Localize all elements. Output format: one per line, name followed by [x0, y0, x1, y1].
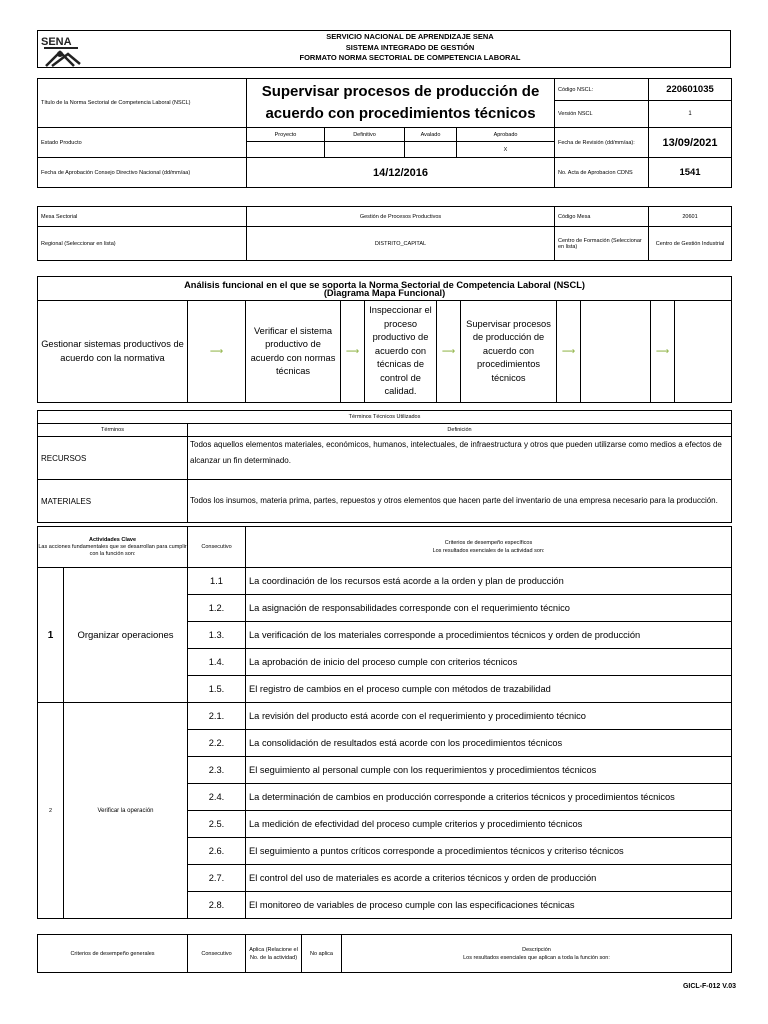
criterio-text: El seguimiento a puntos críticos corresponde a procedimientos técnicos y criteriso técnicos — [246, 838, 732, 865]
criterio-text: El seguimiento al personal cumple con los requerimientos y procedimientos técnicos — [246, 757, 732, 784]
version-label: Versión NSCL — [555, 101, 649, 128]
terminos-col-definicion: Definición — [188, 424, 732, 437]
logo-text: SENA — [41, 36, 72, 48]
mapa-step-4: Supervisar procesos de producción de acuerdo con procedimientos técnicos — [461, 301, 557, 403]
criterio-text: La medición de efectividad del proceso cumple criterios y procedimiento técnicos — [246, 811, 732, 838]
estado-proyecto: Proyecto — [247, 128, 325, 142]
mapa-arrow-icon: ⟶ — [437, 301, 461, 403]
criterio-num: 2.2. — [188, 730, 246, 757]
criterio-text: La determinación de cambios en producción corresponde a criterios técnicos y procedimientos técnicos — [246, 784, 732, 811]
mapa-step-2: Verificar el sistema productivo de acuerdo con normas técnicas — [246, 301, 341, 403]
header-line-2: SISTEMA INTEGRADO DE GESTIÓN — [345, 42, 475, 52]
norma-info-table — [37, 78, 732, 188]
fecha-revision-value: 13/09/2021 — [649, 128, 732, 158]
estado-proyecto-box[interactable] — [247, 142, 325, 158]
criterio-text: La consolidación de resultados está acorde con los procedimientos técnicos — [246, 730, 732, 757]
estado-aprobado: Aprobado — [457, 128, 555, 142]
codigo-nscl-value: 220601035 — [649, 79, 732, 101]
actividad-2-name: Verificar la operación — [64, 703, 188, 919]
actividad-2-num: 2 — [38, 703, 64, 919]
termino-recursos: RECURSOS — [38, 437, 188, 480]
generales-col-consecutivo: Consecutivo — [188, 935, 246, 973]
centro-label: Centro de Formación (Seleccionar en lista) — [555, 227, 649, 261]
actividades-head-left-1: Actividades Clave — [88, 536, 137, 543]
generales-col-no-aplica: No aplica — [302, 935, 342, 973]
actividad-1-num: 1 — [38, 568, 64, 703]
criterio-text: La aprobación de inicio del proceso cumple con criterios técnicos — [246, 649, 732, 676]
criterio-num: 2.4. — [188, 784, 246, 811]
actividades-table — [37, 526, 732, 919]
generales-descripcion-1: Descripción — [522, 946, 551, 953]
mapa-step-3: Inspeccionar el proceso productivo de acuerdo con técnicas de control de calidad. — [365, 301, 437, 403]
criterio-num: 1.5. — [188, 676, 246, 703]
regional-label: Regional (Seleccionar en lista) — [38, 227, 247, 261]
titulo-value: Supervisar procesos de producción de acuerdo con procedimientos técnicos — [247, 79, 555, 128]
estado-avalado-box[interactable] — [405, 142, 457, 158]
mapa-title-2: (Diagrama Mapa Funcional) — [323, 287, 446, 298]
criterio-text: La coordinación de los recursos está acorde a la orden y plan de producción — [246, 568, 732, 595]
mapa-step-5 — [581, 301, 651, 403]
actividades-head-left-2: Las acciones fundamentales que se desarrollan para cumplir con la función son: — [38, 543, 187, 557]
mapa-arrow-icon: ⟶ — [188, 301, 246, 403]
criterio-text: El registro de cambios en el proceso cumple con métodos de trazabilidad — [246, 676, 732, 703]
titulo-label: Título de la Norma Sectorial de Competencia Laboral (NSCL) — [38, 79, 247, 128]
terminos-title: Términos Técnicos Utilizados — [38, 411, 732, 424]
fecha-aprobacion-label: Fecha de Aprobación Consejo Directivo Nacional (dd/mm/aa) — [38, 158, 247, 188]
criterio-num: 1.2. — [188, 595, 246, 622]
actividades-head-right-1: Criterios de desempeño específicos — [444, 540, 533, 546]
mesa-label: Mesa Sectorial — [38, 207, 247, 227]
criterio-num: 2.1. — [188, 703, 246, 730]
criterio-num: 2.7. — [188, 865, 246, 892]
definicion-materiales: Todos los insumos, materia prima, partes, repuestos y otros elementos que hacen parte del inventario de una empresa necesario para la producción. — [188, 480, 732, 523]
criterio-num: 1.3. — [188, 622, 246, 649]
functional-map-table — [37, 276, 732, 403]
generales-descripcion-2: Los resultados esenciales que aplican a toda la función son: — [463, 954, 610, 961]
terminos-table — [37, 410, 732, 523]
mapa-arrow-icon: ⟶ — [557, 301, 581, 403]
criterio-text: El control del uso de materiales es acorde a criterios técnicos y orden de producción — [246, 865, 732, 892]
sena-logo — [38, 32, 90, 68]
mapa-step-6 — [675, 301, 732, 403]
codigo-mesa-value: 20601 — [649, 207, 732, 227]
mapa-arrow-icon: ⟶ — [651, 301, 675, 403]
fecha-revision-label: Fecha de Revisión (dd/mm/aa): — [555, 128, 649, 158]
estado-avalado: Avalado — [405, 128, 457, 142]
centro-value[interactable]: Centro de Gestión Industrial — [649, 227, 732, 261]
criterio-num: 2.8. — [188, 892, 246, 919]
estado-aprobado-box[interactable]: X — [457, 142, 555, 158]
actividades-head-right — [246, 527, 732, 568]
criterio-text: La asignación de responsabilidades corresponde con el requerimiento técnico — [246, 595, 732, 622]
form-code: GICL-F-012 V.03 — [682, 983, 736, 990]
generales-col-descripcion — [342, 935, 732, 973]
criterio-text: La revisión del producto está acorde con el requerimiento y procedimiento técnico — [246, 703, 732, 730]
mesa-sectorial-table — [37, 206, 732, 261]
acta-value: 1541 — [649, 158, 732, 188]
actividades-head-right-2: Los resultados esenciales de la actividad son: — [432, 548, 545, 554]
generales-col-aplica: Aplica (Relacione el No. de la actividad) — [246, 935, 302, 973]
mesa-value: Gestión de Procesos Productivos — [247, 207, 555, 227]
criterios-generales-table — [37, 934, 732, 973]
document-header — [37, 30, 731, 68]
mapa-arrow-icon: ⟶ — [341, 301, 365, 403]
termino-materiales: MATERIALES — [38, 480, 188, 523]
header-line-1: SERVICIO NACIONAL DE APRENDIZAJE SENA — [326, 32, 494, 41]
criterio-num: 2.3. — [188, 757, 246, 784]
mapa-step-1: Gestionar sistemas productivos de acuerdo con la normativa — [38, 301, 188, 403]
criterio-num: 1.1 — [188, 568, 246, 595]
mapa-title — [38, 277, 732, 301]
actividades-head-consec: Consecutivo — [188, 527, 246, 568]
criterio-num: 2.6. — [188, 838, 246, 865]
generales-col-criterios: Criterios de desempeño generales — [38, 935, 188, 973]
actividades-head-left — [38, 527, 188, 568]
fecha-aprobacion-value: 14/12/2016 — [247, 158, 555, 188]
criterio-num: 2.5. — [188, 811, 246, 838]
regional-value[interactable]: DISTRITO_CAPITAL — [247, 227, 555, 261]
header-line-3: FORMATO NORMA SECTORIAL DE COMPETENCIA LABORAL — [299, 53, 521, 62]
header-titles — [90, 32, 730, 64]
acta-label: No. Acta de Aprobacion CDNS — [555, 158, 649, 188]
definicion-recursos: Todos aquellos elementos materiales, económicos, humanos, intelectuales, de infraestructura y otros que pueden utilizarse como medios a efectos de alcanzar un fin determinado. — [188, 437, 732, 480]
criterio-text: El monitoreo de variables de proceso cumple con las especificaciones técnicas — [246, 892, 732, 919]
estado-label: Estado Producto — [38, 128, 247, 158]
criterio-text: La verificación de los materiales corresponde a procedimientos técnicos y orden de producción — [246, 622, 732, 649]
codigo-nscl-label: Código NSCL: — [555, 79, 649, 101]
version-value: 1 — [649, 101, 732, 128]
actividad-1-name: Organizar operaciones — [64, 568, 188, 703]
codigo-mesa-label: Código Mesa — [555, 207, 649, 227]
criterio-num: 1.4. — [188, 649, 246, 676]
estado-definitivo-box[interactable] — [325, 142, 405, 158]
mapa-title-1: Análisis funcional en el que se soporta la Norma Sectorial de Competencia Laboral (NSCL) — [184, 279, 585, 290]
estado-definitivo: Definitivo — [325, 128, 405, 142]
terminos-col-termino: Términos — [38, 424, 188, 437]
